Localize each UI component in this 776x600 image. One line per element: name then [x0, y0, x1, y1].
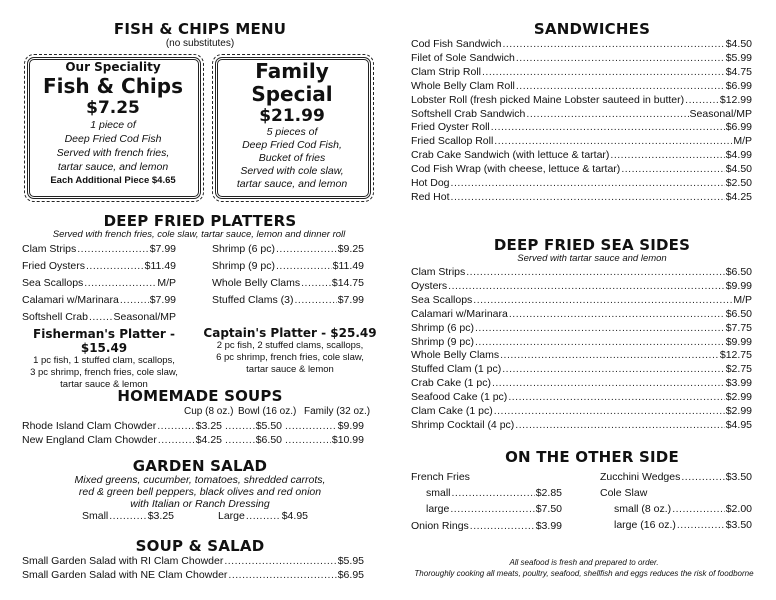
salad-large-label: Large	[218, 510, 245, 522]
item-name: Sea Scallops	[411, 293, 473, 306]
onion-rings	[411, 520, 562, 532]
salad-line: red & green bell peppers, black olives and red onion	[78, 486, 322, 498]
salad-line: with Italian or Ranch Dressing	[130, 498, 270, 510]
speciality-price: $7.25	[86, 98, 140, 118]
soup-header-cup: Cup (8 oz.)	[184, 406, 234, 417]
no-substitutes-note: (no substitutes)	[165, 38, 235, 49]
fries-large	[426, 503, 562, 515]
soup-family-price: $9.99	[337, 420, 364, 432]
additional-piece-price: Each Additional Piece $4.65	[50, 175, 176, 186]
fisherman-line: 3 pc shrimp, french fries, cole slaw,	[30, 367, 178, 378]
menu-item	[22, 260, 176, 272]
item-price: $2.99	[725, 391, 752, 404]
item-name: small	[426, 487, 451, 499]
item-name: Shrimp (6 pc)	[212, 243, 276, 255]
item-price: $6.99	[725, 121, 752, 134]
item-name: Stuffed Clam (1 pc)	[411, 363, 502, 376]
item-name: Cod Fish Sandwich	[411, 38, 502, 50]
menu-item	[411, 363, 752, 375]
salad-large	[218, 510, 308, 522]
item-price: $9.99	[725, 335, 752, 348]
item-price: $7.75	[725, 321, 752, 334]
item-price: $2.99	[725, 405, 752, 417]
sea-sides-title: DEEP FRIED SEA SIDES	[493, 236, 691, 254]
speciality-line: 1 piece of	[90, 119, 136, 131]
family-price: $21.99	[259, 106, 325, 126]
menu-item	[411, 336, 752, 348]
speciality-line: tartar sauce, and lemon	[57, 161, 169, 173]
item-price: $7.99	[149, 243, 176, 255]
salad-small-label: Small	[82, 510, 109, 522]
item-name: Small Garden Salad with NE Clam Chowder	[22, 569, 228, 581]
captain-platter	[200, 326, 380, 376]
family-line: 5 pieces of	[266, 126, 318, 138]
salad-description	[20, 474, 380, 510]
fisherman-line: 1 pc fish, 1 stuffed clam, scallops,	[33, 355, 175, 366]
menu-item	[411, 280, 752, 292]
item-price: $2.75	[725, 363, 752, 376]
menu-item	[411, 419, 752, 431]
item-price: $14.75	[331, 277, 364, 289]
item-name: large (16 oz.)	[614, 519, 676, 531]
item-price: $3.99	[725, 377, 752, 390]
item-price: Seasonal/MP	[689, 107, 752, 120]
menu-item	[411, 149, 752, 161]
item-price: $12.99	[719, 93, 752, 106]
salad-small-price: $3.25	[147, 510, 174, 522]
speciality-label: Our Speciality	[65, 60, 161, 74]
item-price: $3.99	[535, 520, 562, 532]
item-name: Fried Oysters	[22, 260, 86, 272]
item-price: $5.99	[725, 51, 752, 64]
fisherman-line: tartar sauce & lemon	[60, 379, 148, 390]
speciality-line: Served with french fries,	[56, 147, 170, 159]
item-price: $12.75	[719, 349, 752, 362]
fish-chips-title: FISH & CHIPS MENU	[113, 20, 287, 38]
menu-item	[22, 555, 364, 567]
item-name: Hot Dog	[411, 177, 450, 189]
item-name: Clam Strips	[411, 266, 466, 278]
speciality-content	[24, 60, 202, 188]
sandwiches-title: SANDWICHES	[533, 20, 651, 38]
menu-item	[411, 405, 752, 417]
menu-item	[411, 163, 752, 175]
speciality-line: Deep Fried Cod Fish	[64, 133, 162, 145]
item-name: Fried Scallop Roll	[411, 135, 494, 148]
item-name: Shrimp Cocktail (4 pc)	[411, 418, 515, 431]
item-price: $6.95	[337, 569, 364, 581]
item-name: Clam Strip Roll	[411, 65, 482, 78]
menu-item	[411, 108, 752, 120]
item-price: $7.50	[535, 503, 562, 515]
menu-item	[411, 94, 752, 106]
soup-bowl	[224, 434, 282, 446]
item-name: Shrimp (9 pc)	[212, 260, 276, 272]
item-name: Lobster Roll (fresh picked Maine Lobster sauteed in butter)	[411, 93, 685, 106]
item-name: Sea Scallops	[22, 277, 84, 289]
menu-item	[411, 135, 752, 147]
menu-item	[22, 294, 176, 306]
menu-item	[22, 569, 364, 581]
salad-small	[82, 510, 174, 522]
menu-item	[22, 243, 176, 255]
item-name: Filet of Sole Sandwich	[411, 51, 515, 64]
soup-header-bowl: Bowl (16 oz.)	[238, 406, 297, 417]
soup-salad-title: SOUP & SALAD	[135, 537, 265, 555]
item-price: $4.75	[725, 65, 752, 78]
slaw-label: Cole Slaw	[600, 487, 648, 499]
item-price: $2.00	[725, 503, 752, 515]
item-price: $4.99	[725, 149, 752, 162]
item-price: $2.85	[535, 487, 562, 499]
menu-item	[212, 260, 364, 272]
item-name: Fried Oyster Roll	[411, 121, 490, 134]
item-price: $9.25	[337, 243, 364, 255]
item-name: large	[426, 503, 450, 515]
item-name: Cod Fish Wrap (with cheese, lettuce & tartar)	[411, 163, 621, 176]
item-name: Calamari w/Marinara	[22, 294, 119, 306]
menu-item	[411, 177, 752, 189]
zucchini-wedges	[600, 471, 752, 483]
menu-item	[22, 311, 176, 323]
family-name-1: Family	[255, 59, 329, 83]
soup-family	[284, 420, 364, 432]
captain-line: tartar sauce & lemon	[246, 364, 334, 375]
item-name: Red Hot	[411, 190, 450, 203]
menu-item	[212, 277, 364, 289]
family-line: Served with cole slaw,	[240, 165, 344, 177]
salad-line: Mixed greens, cucumber, tomatoes, shredded carrots,	[74, 474, 326, 486]
item-name: Seafood Cake (1 pc)	[411, 391, 508, 404]
item-price: $5.95	[337, 555, 364, 567]
soup-name: New England Clam Chowder	[22, 434, 157, 446]
item-name: Onion Rings	[411, 520, 469, 532]
family-line: Bucket of fries	[258, 152, 326, 164]
menu-item	[212, 243, 364, 255]
fisherman-title: Fisherman's Platter - $15.49	[33, 327, 175, 355]
item-name: Softshell Crab Sandwich	[411, 107, 526, 120]
menu-item	[411, 80, 752, 92]
item-name: Oysters	[411, 279, 448, 292]
item-price: $6.50	[725, 266, 752, 278]
item-name: Stuffed Clams (3)	[212, 294, 294, 306]
soup-name: Rhode Island Clam Chowder	[22, 420, 157, 432]
captain-line: 2 pc fish, 2 stuffed clams, scallops,	[216, 340, 364, 351]
family-line: tartar sauce, and lemon	[236, 178, 348, 190]
menu-item	[411, 266, 752, 278]
salad-large-price: $4.95	[281, 510, 308, 522]
item-price: M/P	[157, 277, 176, 289]
item-price: $11.49	[144, 260, 176, 272]
item-name: small (8 oz.)	[614, 503, 672, 515]
soups-title: HOMEMADE SOUPS	[117, 387, 283, 405]
item-price: $6.99	[725, 79, 752, 92]
item-name: Softshell Crab	[22, 311, 88, 323]
captain-line: 6 pc shrimp, french fries, cole slaw,	[216, 352, 364, 363]
menu-item	[411, 38, 752, 50]
item-price: $7.99	[149, 294, 176, 306]
menu-item	[411, 391, 752, 403]
menu-item	[411, 322, 752, 334]
salad-title: GARDEN SALAD	[132, 457, 268, 475]
slaw-large	[614, 519, 752, 531]
item-name: Crab Cake (1 pc)	[411, 377, 491, 390]
item-price: $6.50	[725, 307, 752, 320]
soup-family-price: $10.99	[331, 434, 364, 446]
item-name: Small Garden Salad with RI Clam Chowder	[22, 555, 224, 567]
soup-row	[22, 420, 222, 432]
item-price: $4.25	[725, 190, 752, 203]
item-name: Whole Belly Clam Roll	[411, 79, 515, 92]
item-name: Shrimp (6 pc)	[411, 321, 475, 334]
item-price: $2.50	[725, 177, 752, 189]
footer-line-1: All seafood is fresh and prepared to order.	[509, 558, 659, 567]
family-line: Deep Fried Cod Fish,	[242, 139, 342, 151]
item-price: $4.50	[725, 163, 752, 176]
menu-item	[411, 294, 752, 306]
soup-bowl-price: $6.50	[255, 434, 282, 446]
soup-row	[22, 434, 222, 446]
menu-item	[411, 52, 752, 64]
soup-cup-price: $3.25	[195, 420, 222, 432]
soup-header-family: Family (32 oz.)	[304, 406, 371, 417]
menu-item	[411, 377, 752, 389]
item-name: Whole Belly Clams	[411, 349, 500, 362]
item-name: Clam Strips	[22, 243, 77, 255]
speciality-name: Fish & Chips	[42, 74, 184, 98]
menu-item	[22, 277, 176, 289]
item-price: M/P	[733, 135, 752, 148]
slaw-small	[614, 503, 752, 515]
other-side-title: ON THE OTHER SIDE	[505, 448, 679, 466]
fries-label: French Fries	[411, 471, 470, 483]
footer-line-2: Thoroughly cooking all meats, poultry, seafood, shellfish and eggs reduces the risk of foodborne	[414, 569, 754, 578]
sea-sides-subtitle: Served with tartar sauce and lemon	[517, 253, 667, 264]
item-price: $4.50	[725, 38, 752, 50]
item-name: Crab Cake Sandwich (with lettuce & tartar)	[411, 149, 610, 162]
item-name: Shrimp (9 pc)	[411, 335, 475, 348]
platters-title: DEEP FRIED PLATTERS	[103, 212, 297, 230]
item-name: Whole Belly Clams	[212, 277, 301, 289]
item-price: $3.50	[725, 519, 752, 531]
captain-title: Captain's Platter - $25.49	[203, 326, 377, 340]
item-price: $9.99	[725, 279, 752, 292]
soup-bowl-price: $5.50	[255, 420, 282, 432]
family-special-content	[212, 60, 372, 191]
platters-subtitle: Served with french fries, cole slaw, tartar sauce, lemon and dinner roll	[52, 229, 346, 240]
soup-cup-price: $4.25	[195, 434, 222, 446]
fries-small	[426, 487, 562, 499]
item-price: $4.95	[725, 418, 752, 431]
item-name: Calamari w/Marinara	[411, 307, 508, 320]
item-price: $3.50	[725, 471, 752, 483]
item-name: Zucchini Wedges	[600, 471, 681, 483]
item-price: M/P	[733, 293, 752, 306]
menu-item	[411, 349, 752, 361]
menu-item	[411, 66, 752, 78]
soup-family	[284, 434, 364, 446]
soup-bowl	[224, 420, 282, 432]
menu-item	[411, 121, 752, 133]
menu-item	[411, 191, 752, 203]
family-name-2: Special	[251, 82, 333, 106]
menu-item	[212, 294, 364, 306]
item-price: $11.49	[332, 260, 364, 272]
item-price: Seasonal/MP	[113, 311, 176, 323]
fisherman-platter	[14, 327, 194, 391]
item-price: $7.99	[337, 294, 364, 306]
menu-item	[411, 308, 752, 320]
item-name: Clam Cake (1 pc)	[411, 405, 493, 417]
